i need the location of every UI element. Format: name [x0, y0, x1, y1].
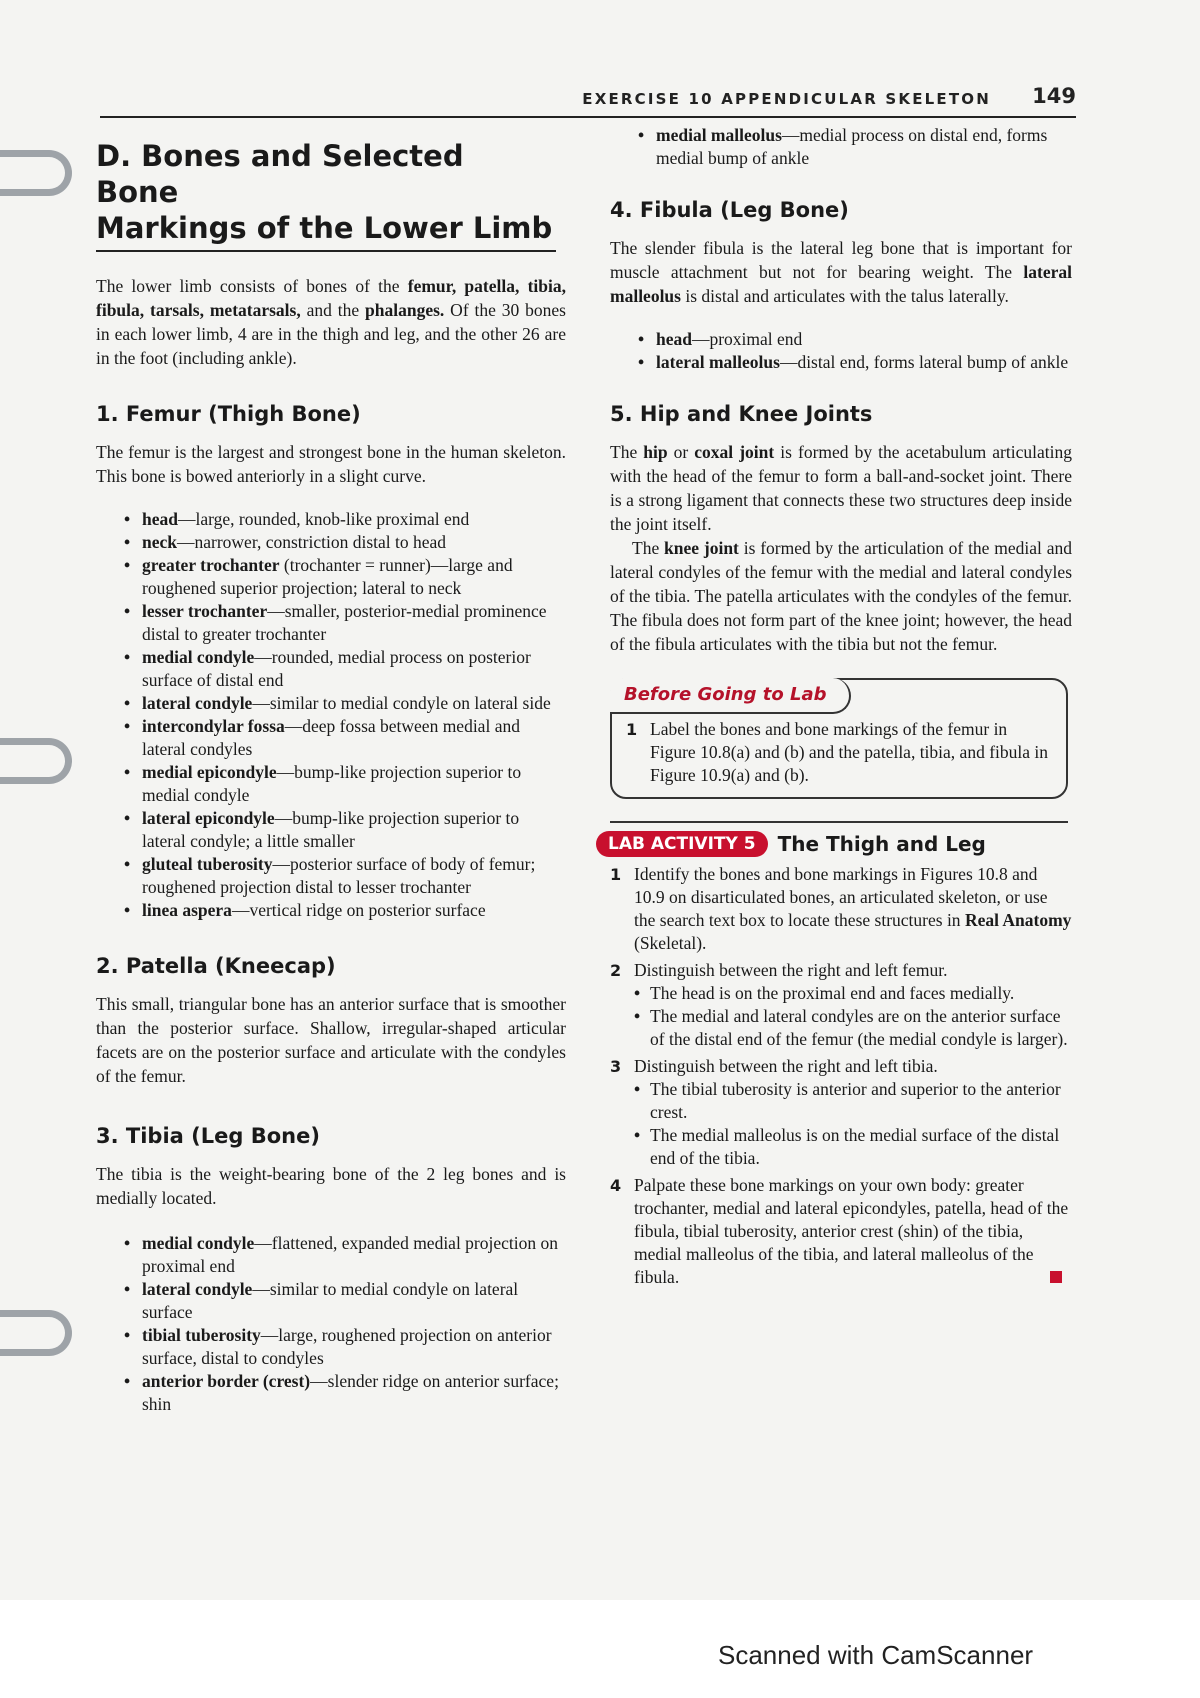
lab-substep: • The head is on the proximal end and faces medially.	[634, 982, 1072, 1005]
intro-paragraph: The lower limb consists of bones of the femur, patella, tibia, fibula, tarsals, metatarsals, and the phalanges. Of the 30 bones in each lower limb, 4 are in the thigh and leg, and the other 26 are in the foot (including ankle).	[96, 276, 566, 368]
bone-marking-term: lateral malleolus	[656, 352, 780, 372]
bone-marking-item	[124, 899, 566, 922]
before-lab-item: 1 Label the bones and bone markings of the femur in Figure 10.8(a) and (b) and the patella, tibia, and fibula in Figure 10.9(a) and (b).	[626, 719, 1048, 785]
bone-marking-description: —similar to medial condyle on lateral side	[252, 693, 551, 713]
bone-marking-item	[124, 761, 566, 807]
bone-marking-description: —similar to medial condyle on lateral surface	[142, 1279, 519, 1322]
bone-marking-description: —flattened, expanded medial projection on proximal end	[142, 1233, 559, 1276]
before-lab-title: Before Going to Lab	[610, 678, 851, 714]
binder-ring-icon	[0, 738, 72, 784]
right-column	[608, 125, 1073, 1289]
binder-ring-icon	[0, 150, 72, 196]
bone-marking-item	[124, 531, 566, 554]
tibia-markings-list	[96, 1232, 566, 1416]
fibula-markings-list	[610, 328, 1072, 374]
lab-activity-steps	[610, 863, 1072, 1289]
patella-heading: 2. Patella (Kneecap)	[96, 954, 336, 978]
bone-marking-term: medial epicondyle	[142, 762, 277, 782]
bone-marking-item	[124, 1278, 566, 1324]
bone-marking-item	[638, 328, 1072, 351]
before-lab-box	[610, 678, 1068, 799]
bone-marking-item	[124, 1324, 566, 1370]
page-number: 149	[1032, 84, 1076, 108]
bone-marking-description: —vertical ridge on posterior surface	[231, 900, 486, 920]
bone-marking-item	[638, 124, 1072, 170]
lab-step-sublist	[634, 1078, 1072, 1170]
bone-marking-item	[124, 692, 566, 715]
section-title: D. Bones and Selected Bone Markings of the Lower Limb	[96, 138, 556, 252]
lab-step: 2 Distinguish between the right and left femur. • The head is on the proximal end and faces medially. • The medial and lateral condyles are on the anterior surface of the distal end of the femur (the medial condyle is larger).	[610, 959, 1072, 1051]
bone-marking-description: —deep fossa between medial and lateral condyles	[142, 716, 520, 759]
bone-marking-item	[638, 351, 1072, 374]
bone-marking-description: —proximal end	[691, 329, 803, 349]
bone-marking-term: intercondylar fossa	[142, 716, 285, 736]
bone-marking-description: —bump-like projection superior to lateral condyle; a little smaller	[142, 808, 520, 851]
femur-paragraph: The femur is the largest and strongest bone in the human skeleton. This bone is bowed anteriorly in a slight curve.	[96, 442, 566, 486]
bone-marking-item	[124, 1232, 566, 1278]
fibula-heading: 4. Fibula (Leg Bone)	[610, 198, 849, 222]
running-head-title: EXERCISE 10 APPENDICULAR SKELETON	[582, 90, 991, 108]
lab-substep: • The medial malleolus is on the medial surface of the distal end of the tibia.	[634, 1124, 1072, 1170]
lab-step: 1 Identify the bones and bone markings in Figures 10.8 and 10.9 on disarticulated bones, an articulated skeleton, or use the search text box to locate these structures in Real Anatomy (Skeletal).	[610, 864, 1072, 953]
lab-substep: • The medial and lateral condyles are on the anterior surface of the distal end of the femur (the medial condyle is larger).	[634, 1005, 1072, 1051]
joints-heading: 5. Hip and Knee Joints	[610, 402, 873, 426]
bone-marking-term: lateral condyle	[142, 1279, 253, 1299]
bone-marking-term: medial condyle	[142, 1233, 255, 1253]
bone-marking-item	[124, 554, 566, 600]
bone-marking-item	[124, 646, 566, 692]
lab-step: 3 Distinguish between the right and left tibia. • The tibial tuberosity is anterior and superior to the anterior crest. • The medial malleolus is on the medial surface of the distal end of the tibia.	[610, 1055, 1072, 1170]
bone-marking-term: neck	[142, 532, 177, 552]
bone-marking-description: —narrower, constriction distal to head	[177, 532, 447, 552]
bone-marking-description: —bump-like projection superior to medial condyle	[142, 762, 522, 805]
bone-marking-item	[124, 508, 566, 531]
bone-marking-description: (trochanter = runner)—large and roughened superior projection; lateral to neck	[142, 555, 513, 598]
end-of-activity-icon	[1050, 1271, 1062, 1283]
bone-marking-description: —large, roughened projection on anterior surface, distal to condyles	[142, 1325, 552, 1368]
bone-marking-term: greater trochanter	[142, 555, 280, 575]
bone-marking-term: head	[656, 329, 692, 349]
femur-markings-list	[96, 508, 566, 922]
lab-activity-badge: LAB ACTIVITY 5	[596, 831, 768, 857]
binder-ring-icon	[0, 1310, 72, 1356]
bone-marking-description: —distal end, forms lateral bump of ankle	[779, 352, 1069, 372]
tibia-markings-list-continued	[610, 124, 1072, 170]
lab-activity-title: The Thigh and Leg	[777, 832, 986, 856]
bone-marking-item	[124, 600, 566, 646]
lab-step-sublist	[634, 982, 1072, 1051]
bone-marking-term: gluteal tuberosity	[142, 854, 273, 874]
bone-marking-description: —rounded, medial process on posterior surface of distal end	[142, 647, 531, 690]
bone-marking-item	[124, 715, 566, 761]
left-column	[96, 128, 566, 1416]
bone-marking-description: —large, rounded, knob-like proximal end	[177, 509, 470, 529]
bone-marking-term: tibial tuberosity	[142, 1325, 261, 1345]
running-head	[100, 84, 1076, 118]
bone-marking-term: linea aspera	[142, 900, 232, 920]
bone-marking-item	[124, 853, 566, 899]
before-lab-list	[626, 718, 1048, 787]
bone-marking-description: —medial process on distal end, forms medial bump of ankle	[656, 125, 1048, 168]
fibula-paragraph: The slender fibula is the lateral leg bone that is important for muscle attachment but not for bearing weight. The lateral malleolus is distal and articulates with the talus laterally.	[610, 238, 1072, 306]
bone-marking-description: —posterior surface of body of femur; roughened projection distal to lesser trochanter	[142, 854, 536, 897]
knee-joint-paragraph: The knee joint is formed by the articulation of the medial and lateral condyles of the femur with the medial and lateral condyles of the tibia. The patella articulates with the condyles of the femur. The fibula does not form part of the knee joint; however, the head of the fibula articulates with the tibia but not the femur.	[610, 538, 1073, 654]
femur-heading: 1. Femur (Thigh Bone)	[96, 402, 361, 426]
lab-activity-header	[596, 831, 1072, 857]
lab-step: 4 Palpate these bone markings on your own body: greater trochanter, medial and lateral epicondyles, patella, head of the fibula, tibial tuberosity, anterior crest (shin) of the tibia, medial malleolus of the tibia, and lateral malleolus of the fibula.	[610, 1175, 1069, 1287]
bone-marking-description: —smaller, posterior-medial prominence distal to greater trochanter	[142, 601, 547, 644]
scanner-watermark: Scanned with CamScanner	[718, 1640, 1034, 1670]
bone-marking-term: medial condyle	[142, 647, 255, 667]
bone-marking-item	[124, 1370, 566, 1416]
bone-marking-term: medial malleolus	[656, 125, 782, 145]
bone-marking-term: head	[142, 509, 178, 529]
bone-marking-term: lateral epicondyle	[142, 808, 275, 828]
lab-activity-rule	[610, 821, 1068, 823]
tibia-paragraph: The tibia is the weight-bearing bone of the 2 leg bones and is medially located.	[96, 1164, 566, 1208]
bone-marking-term: lesser trochanter	[142, 601, 268, 621]
bone-marking-term: lateral condyle	[142, 693, 253, 713]
bone-marking-item	[124, 807, 566, 853]
bone-marking-description: —slender ridge on anterior surface; shin	[142, 1371, 559, 1414]
lab-substep: • The tibial tuberosity is anterior and superior to the anterior crest.	[634, 1078, 1072, 1124]
patella-paragraph: This small, triangular bone has an anterior surface that is smoother than the posterior surface. Shallow, irregular-shaped articular facets are on the posterior surface and articulate with the condyles of the femur.	[96, 994, 566, 1086]
hip-joint-paragraph: The hip or coxal joint is formed by the acetabulum articulating with the head of the femur to form a ball-and-socket joint. There is a strong ligament that connects these two structures deep inside the joint itself.	[610, 442, 1072, 534]
bone-marking-term: anterior border (crest)	[142, 1371, 311, 1391]
tibia-heading: 3. Tibia (Leg Bone)	[96, 1124, 320, 1148]
